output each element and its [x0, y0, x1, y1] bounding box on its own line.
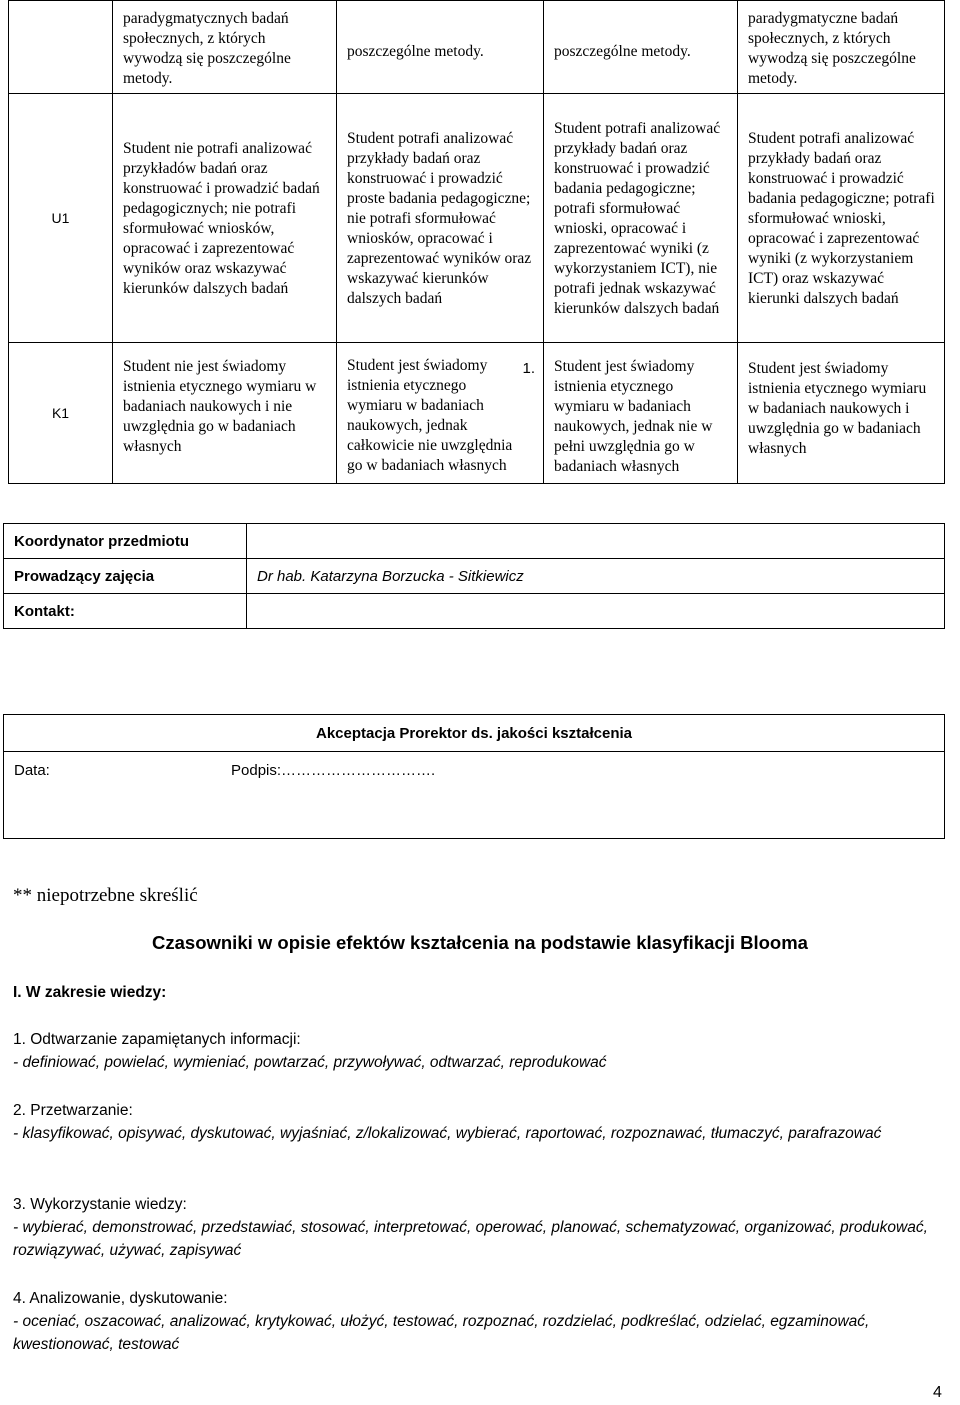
criteria-cell: Student potrafi analizować przykłady badań oraz konstruować i prowadzić badania pedagogiczne; potrafi sformułować wnioski, opracować i zaprezentować wyniki (z wykorzystaniem ICT) oraz wskazywać kierunki dalszych badań: [738, 94, 945, 343]
criteria-cell: poszczególne metody.: [544, 1, 738, 94]
criteria-cell: Student nie potrafi analizować przykładów badań oraz konstruować i prowadzić badań pedagogicznych; nie potrafi sformułować wniosków, opracować i zaprezentować wyników oraz wskazywać kierunków dalszych badań: [113, 94, 337, 343]
bloom-item: [13, 1193, 933, 1262]
criteria-row-k1: [9, 343, 945, 484]
criteria-cell: paradygmatyczne badań społecznych, z których wywodzą się poszczególne metody.: [738, 1, 945, 94]
criteria-code: [9, 1, 113, 94]
coordinator-table: [3, 523, 945, 629]
criteria-cell: Student nie jest świadomy istnienia etycznego wymiaru w badaniach naukowych i nie uwzględnia go w badaniach własnych: [113, 343, 337, 484]
criteria-row-u1: [9, 94, 945, 343]
bloom-item: [13, 1028, 933, 1074]
bloom-item: [13, 1287, 933, 1356]
signature-label: Podpis:………………………….: [231, 762, 436, 779]
acceptance-title: Akceptacja Prorektor ds. jakości kształcenia: [4, 715, 945, 752]
lecturer-row: [4, 559, 945, 594]
coordinator-label: Koordynator przedmiotu: [4, 524, 247, 559]
criteria-cell: Student potrafi analizować przykłady badań oraz konstruować i prowadzić proste badania pedagogiczne; nie potrafi sformułować wniosków, opracować i zaprezentować wyników oraz wskazywać kierunków dalszych badań: [337, 94, 544, 343]
bloom-item-verbs: - oceniać, oszacować, analizować, krytykować, ułożyć, testować, rozpoznać, rozdzielać, podkreślać, odzielać, egzaminować, kwestionować, testować: [13, 1313, 870, 1353]
criteria-code-u1: U1: [9, 94, 113, 343]
acceptance-body: [4, 752, 945, 839]
criteria-cell: paradygmatycznych badań społecznych, z których wywodzą się poszczególne metody.: [113, 1, 337, 94]
bloom-section-heading: I. W zakresie wiedzy:: [13, 984, 167, 1001]
bloom-item-verbs: - wybierać, demonstrować, przedstawiać, stosować, interpretować, operować, planować, schematyzować, organizować, produkować, rozwiązywać, używać, zapisywać: [13, 1219, 928, 1259]
lecturer-label: Prowadzący zajęcia: [4, 559, 247, 594]
criteria-row-continuation: [9, 1, 945, 94]
coordinator-row: [4, 524, 945, 559]
bloom-item-heading: 2. Przetwarzanie:: [13, 1102, 133, 1119]
bloom-item-heading: 3. Wykorzystanie wiedzy:: [13, 1196, 187, 1213]
contact-value: [247, 594, 945, 629]
list-marker: 1.: [522, 360, 535, 377]
bloom-item-heading: 4. Analizowanie, dyskutowanie:: [13, 1290, 228, 1307]
criteria-cell: Student jest świadomy istnienia etycznego wymiaru w badaniach naukowych i uwzględnia go w badaniach własnych: [738, 343, 945, 484]
contact-row: [4, 594, 945, 629]
criteria-cell: 1. Student jest świadomy istnienia etycznego wymiaru w badaniach naukowych, jednak całkowicie nie uwzględnia go w badaniach własnych: [337, 343, 544, 484]
bloom-item-verbs: - klasyfikować, opisywać, dyskutować, wyjaśniać, z/lokalizować, wybierać, raportować, rozpoznawać, tłumaczyć, parafrazować: [13, 1125, 882, 1142]
criteria-cell: Student jest świadomy istnienia etycznego wymiaru w badaniach naukowych, jednak nie w pełni uwzględnia go w badaniach własnych: [544, 343, 738, 484]
bloom-item-verbs: - definiować, powielać, wymieniać, powtarzać, przywoływać, odtwarzać, reprodukować: [13, 1054, 607, 1071]
criteria-code-k1: K1: [9, 343, 113, 484]
criteria-table: [8, 0, 945, 484]
contact-label: Kontakt:: [4, 594, 247, 629]
footnote: ** niepotrzebne skreślić: [13, 885, 198, 906]
coordinator-value: [247, 524, 945, 559]
acceptance-box: [3, 714, 945, 839]
criteria-cell: poszczególne metody.: [337, 1, 544, 94]
date-label: Data:: [14, 762, 50, 779]
criteria-cell: Student potrafi analizować przykłady badań oraz konstruować i prowadzić badania pedagogiczne; potrafi sformułować wnioski, opracować i zaprezentować wyniki (z wykorzystaniem ICT), nie potrafi jednak wskazywać kierunków dalszych badań: [544, 94, 738, 343]
bloom-item: [13, 1099, 933, 1145]
bloom-title: Czasowniki w opisie efektów kształcenia na podstawie klasyfikacji Blooma: [152, 932, 808, 953]
page-number: 4: [933, 1384, 942, 1401]
lecturer-value: Dr hab. Katarzyna Borzucka - Sitkiewicz: [247, 559, 945, 594]
bloom-item-heading: 1. Odtwarzanie zapamiętanych informacji:: [13, 1031, 301, 1048]
